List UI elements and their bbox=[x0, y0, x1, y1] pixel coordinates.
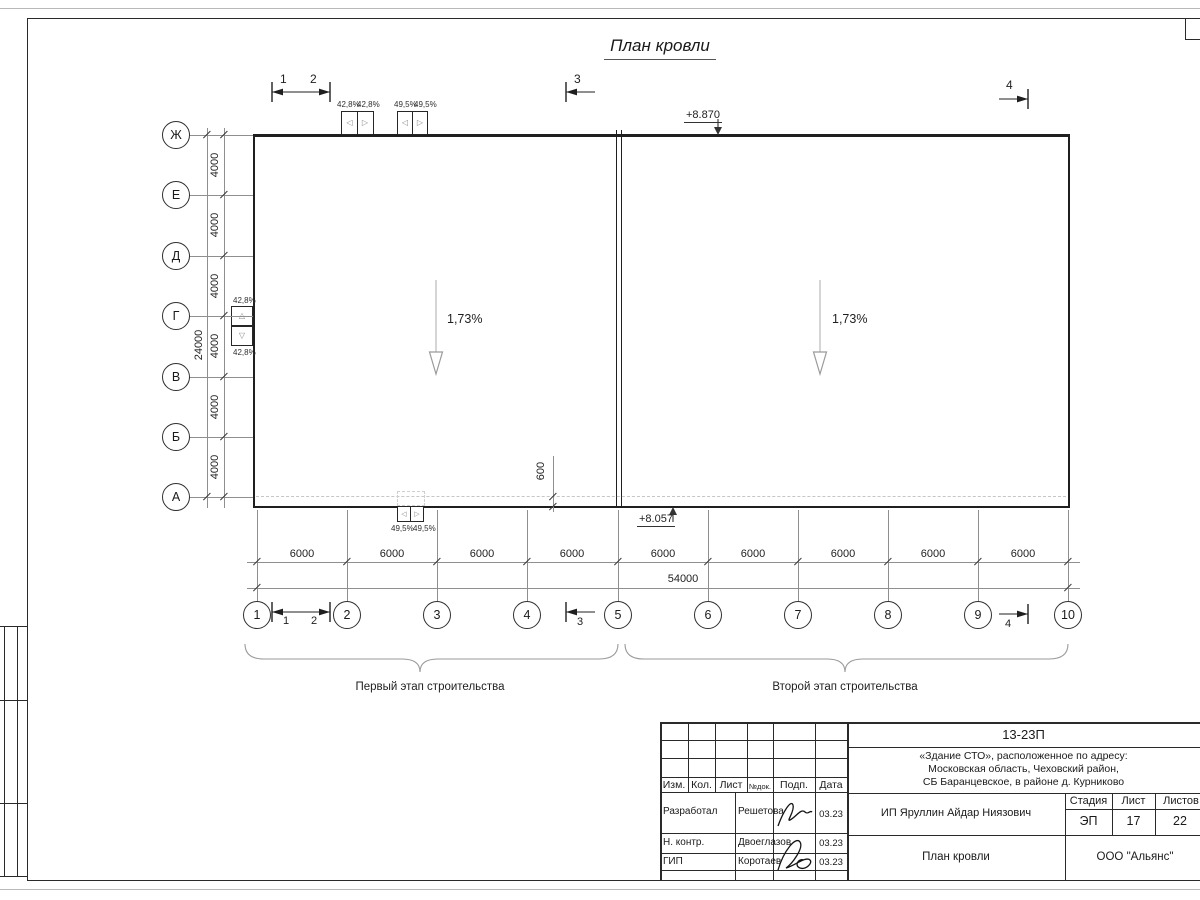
tb-name: Решетова bbox=[738, 806, 784, 817]
stage-label-left: Первый этап строительства bbox=[355, 681, 505, 693]
row-axis-bubble: Г bbox=[162, 302, 190, 330]
tb-col-kol: Кол. bbox=[691, 779, 712, 791]
dim-label: 6000 bbox=[830, 548, 856, 560]
drain-arrow-icon: ◁ bbox=[346, 118, 353, 127]
funnel-ghost-outline bbox=[397, 491, 425, 506]
funnel-label: 49,5% bbox=[394, 100, 417, 109]
dim-label: 6000 bbox=[559, 548, 585, 560]
tb-role: ГИП bbox=[663, 856, 683, 867]
funnel-label: 42,8% bbox=[357, 100, 380, 109]
row-axis-bubble: Д bbox=[162, 242, 190, 270]
tb-sheet-name: План кровли bbox=[922, 851, 990, 863]
col-axis-bubble: 2 bbox=[333, 601, 361, 629]
dim-label-600: 600 bbox=[535, 461, 547, 481]
funnel-label: 49,5% bbox=[391, 524, 414, 533]
tb-col-sign: Подп. bbox=[780, 779, 808, 791]
col-axis-bubble: 3 bbox=[423, 601, 451, 629]
drain-funnel bbox=[341, 111, 358, 135]
row-axis-bubble: Ж bbox=[162, 121, 190, 149]
tb-project-code: 13-23П bbox=[1002, 727, 1045, 742]
tb-date: 03.23 bbox=[819, 857, 843, 868]
drain-arrow-icon: ▽ bbox=[238, 331, 246, 340]
stage-label-right: Второй этап строительства bbox=[772, 681, 918, 693]
tb-company: ООО "Альянс" bbox=[1096, 851, 1174, 863]
sheet-title: План кровли bbox=[450, 36, 870, 60]
funnel-label: 42,8% bbox=[337, 100, 360, 109]
dim-label: 6000 bbox=[469, 548, 495, 560]
section-marker-label: 2 bbox=[311, 615, 318, 627]
drain-funnel bbox=[412, 111, 428, 135]
dim-label: 6000 bbox=[1010, 548, 1036, 560]
page-outer-line-top bbox=[0, 8, 1200, 9]
dim-label: 6000 bbox=[650, 548, 676, 560]
section-marker-arrow bbox=[564, 81, 596, 103]
dim-label: 4000 bbox=[209, 273, 221, 299]
dim-label: 4000 bbox=[209, 394, 221, 420]
dim-line-24000 bbox=[207, 128, 208, 508]
drain-funnel bbox=[397, 506, 411, 522]
drain-funnel bbox=[231, 326, 253, 346]
tb-col-list: Лист bbox=[719, 779, 743, 791]
slope-label-right: 1,73% bbox=[832, 312, 868, 326]
tb-date: 03.23 bbox=[819, 809, 843, 820]
dim-label: 6000 bbox=[920, 548, 946, 560]
col-axis-bubble: 9 bbox=[964, 601, 992, 629]
drain-funnel bbox=[397, 111, 413, 135]
roof-outline bbox=[253, 134, 1070, 508]
tb-stage-header: Стадия bbox=[1069, 795, 1108, 807]
col-axis-bubble: 5 bbox=[604, 601, 632, 629]
col-axis-bubble: 7 bbox=[784, 601, 812, 629]
funnel-label: 42,8% bbox=[233, 348, 256, 357]
slope-arrow-left bbox=[426, 280, 446, 376]
tb-sheet-header: Лист bbox=[1121, 795, 1146, 807]
funnel-label: 49,5% bbox=[413, 524, 436, 533]
row-axis-bubble: В bbox=[162, 363, 190, 391]
tb-address-1: «Здание СТО», расположенное по адресу: bbox=[919, 750, 1128, 762]
section-marker-arrow bbox=[998, 603, 1030, 625]
stage-divider bbox=[616, 130, 622, 508]
dim-label: 6000 bbox=[740, 548, 766, 560]
tb-col-doc: №док. bbox=[749, 782, 771, 791]
section-marker-label: 4 bbox=[1005, 618, 1012, 630]
section-marker-arrow bbox=[300, 81, 332, 103]
section-marker-arrow bbox=[270, 81, 302, 103]
col-axis-bubble: 4 bbox=[513, 601, 541, 629]
tb-role: Разработал bbox=[663, 806, 718, 817]
col-axis-bubble: 8 bbox=[874, 601, 902, 629]
dim-line-4000-chain bbox=[224, 128, 225, 508]
page-outer-line-bottom bbox=[0, 889, 1200, 890]
tb-address-3: СБ Баранцевское, в районе д. Курниково bbox=[922, 776, 1125, 788]
tb-role: Н. контр. bbox=[663, 837, 705, 848]
funnel-label: 42,8% bbox=[233, 296, 256, 305]
drain-funnel bbox=[410, 506, 424, 522]
row-axis-bubble: Б bbox=[162, 423, 190, 451]
drain-arrow-icon: ▷ bbox=[416, 118, 424, 127]
elevation-mark-bottom: +8.057 bbox=[639, 513, 673, 525]
row-axis-bubble: Е bbox=[162, 181, 190, 209]
slope-label-left: 1,73% bbox=[447, 312, 483, 326]
dim-line-54000 bbox=[247, 588, 1080, 589]
dim-line-6000-chain bbox=[247, 562, 1080, 563]
tb-address-2: Московская область, Чеховский район, bbox=[928, 763, 1119, 775]
dim-label: 4000 bbox=[209, 454, 221, 480]
section-marker-label: 1 bbox=[283, 615, 290, 627]
section-marker-arrow bbox=[998, 88, 1030, 110]
tb-name: Двоеглазов bbox=[738, 837, 792, 848]
drain-arrow-icon: ◁ bbox=[401, 510, 407, 518]
dim-label: 6000 bbox=[379, 548, 405, 560]
tb-sheet-value: 17 bbox=[1126, 814, 1141, 828]
dim-label: 6000 bbox=[289, 548, 315, 560]
dim-label: 4000 bbox=[209, 212, 221, 238]
drain-arrow-icon: ▷ bbox=[361, 118, 369, 127]
elevation-arrow-down bbox=[712, 119, 724, 136]
drain-arrow-icon: ◁ bbox=[401, 118, 409, 127]
drain-arrow-icon: ▷ bbox=[414, 510, 420, 518]
col-axis-bubble: 6 bbox=[694, 601, 722, 629]
parapet-dashed-line bbox=[256, 496, 1066, 497]
signature bbox=[772, 834, 816, 876]
col-axis-bubble: 1 bbox=[243, 601, 271, 629]
stage-braces bbox=[240, 640, 1075, 682]
section-marker-label: 3 bbox=[574, 72, 581, 86]
dim-label: 4000 bbox=[209, 152, 221, 178]
tb-date: 03.23 bbox=[819, 838, 843, 849]
section-marker-label: 1 bbox=[280, 72, 287, 86]
drain-funnel bbox=[357, 111, 374, 135]
tb-stage-value: ЭП bbox=[1079, 814, 1098, 828]
section-marker-label: 4 bbox=[1006, 78, 1013, 92]
row-axis-bubble: А bbox=[162, 483, 190, 511]
funnel-label: 49,5% bbox=[414, 100, 437, 109]
frame-corner-box bbox=[1185, 18, 1200, 40]
tb-sheets-header: Листов bbox=[1163, 795, 1199, 807]
dim-label: 4000 bbox=[209, 333, 221, 359]
tb-col-date: Дата bbox=[819, 779, 843, 791]
dim-total-label: 24000 bbox=[193, 329, 205, 361]
section-marker-label: 3 bbox=[577, 616, 584, 628]
tb-name: Коротаев bbox=[738, 856, 782, 867]
tb-client: ИП Яруллин Айдар Ниязович bbox=[880, 807, 1032, 819]
dim-total-label: 54000 bbox=[667, 573, 699, 585]
section-marker-label: 2 bbox=[310, 72, 317, 86]
elevation-mark-top: +8.870 bbox=[686, 109, 720, 121]
col-axis-bubble: 10 bbox=[1054, 601, 1082, 629]
signature bbox=[774, 796, 814, 830]
tb-col-izm: Изм. bbox=[662, 779, 686, 791]
slope-arrow-right bbox=[810, 280, 830, 376]
tb-sheets-value: 22 bbox=[1173, 814, 1187, 828]
